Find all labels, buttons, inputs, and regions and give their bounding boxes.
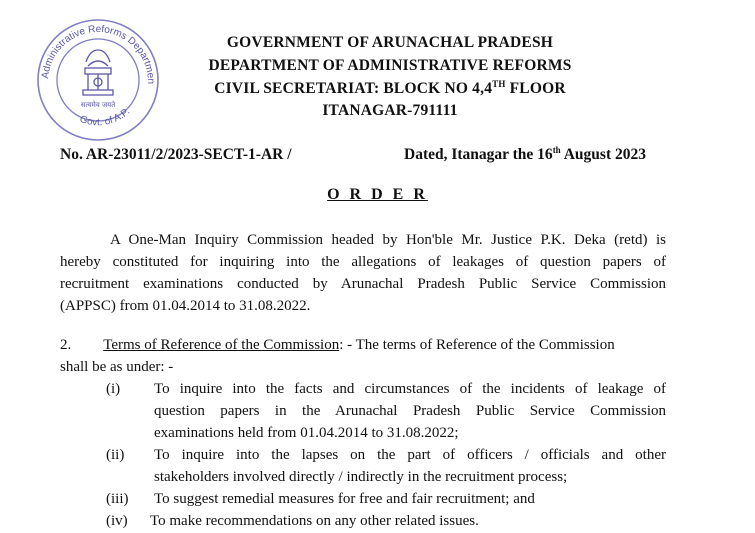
paragraph-line: shall be as under: -	[60, 359, 174, 375]
order-reference-number: No. AR-23011/2/2023-SECT-1-AR /	[60, 146, 292, 163]
paragraph-line: recruitment examinations conducted by Arunachal Pradesh Public Service Commission	[60, 276, 666, 292]
terms-of-reference-heading: Terms of Reference of the Commission	[103, 337, 340, 353]
emblem-caption: सत्यमेव जयते	[80, 101, 116, 109]
department-seal-stamp	[30, 10, 166, 146]
item-line: To inquire into the lapses on the part of officers / officials and other	[154, 447, 666, 463]
header-line-government: GOVERNMENT OF ARUNACHAL PRADESH	[226, 34, 554, 51]
item-number: (i)	[106, 381, 121, 397]
seal-ring-text-top: Administrative Reforms Departmen	[40, 23, 157, 85]
paragraph-line: (APPSC) from 01.04.2014 to 31.08.2022.	[60, 298, 311, 314]
item-number: (iv)	[106, 513, 128, 529]
paragraph-line: hereby constituted for inquiring into the allegations of leakages of question papers of	[60, 254, 666, 270]
item-line: examinations held from 01.04.2014 to 31.08.2022;	[154, 425, 459, 441]
terms-item-3	[106, 488, 666, 510]
paragraph-commission-constitution	[60, 229, 666, 317]
item-line: question papers in the Arunachal Pradesh Public Service Commission	[154, 403, 666, 419]
national-emblem-icon	[83, 50, 113, 95]
paragraph-line: A One-Man Inquiry Commission headed by Hon'ble Mr. Justice P.K. Deka (retd) is	[110, 232, 666, 248]
item-line: To inquire into the facts and circumstances of the incidents of leakage of	[154, 381, 666, 397]
item-number: (iii)	[106, 491, 129, 507]
paragraph-line: 2. Terms of Reference of the Commission: - The terms of Reference of the Commission	[60, 337, 615, 353]
header-line-address: CIVIL SECRETARIAT: BLOCK NO 4,4TH FLOOR	[214, 78, 566, 97]
item-number: (ii)	[106, 447, 125, 463]
header-line-department: DEPARTMENT OF ADMINISTRATIVE REFORMS	[208, 57, 572, 74]
item-line: To make recommendations on any other related issues.	[150, 513, 479, 529]
seal-graphic	[30, 10, 166, 146]
header-line-city: ITANAGAR-791111	[322, 102, 458, 119]
order-date: Dated, Itanagar the 16th August 2023	[404, 144, 646, 163]
item-line: To suggest remedial measures for free and fair recruitment; and	[154, 491, 535, 507]
order-title: O R D E R	[327, 186, 428, 203]
seal-ring-text-bottom: Govt. of A.P.	[78, 106, 133, 129]
terms-item-1	[106, 378, 666, 444]
paragraph-number: 2.	[60, 337, 72, 353]
terms-item-4	[106, 510, 666, 532]
item-line: stakeholders involved directly / indirectly in the recruitment process;	[154, 469, 568, 485]
terms-item-2	[106, 444, 666, 488]
paragraph-terms-of-reference	[60, 334, 666, 378]
